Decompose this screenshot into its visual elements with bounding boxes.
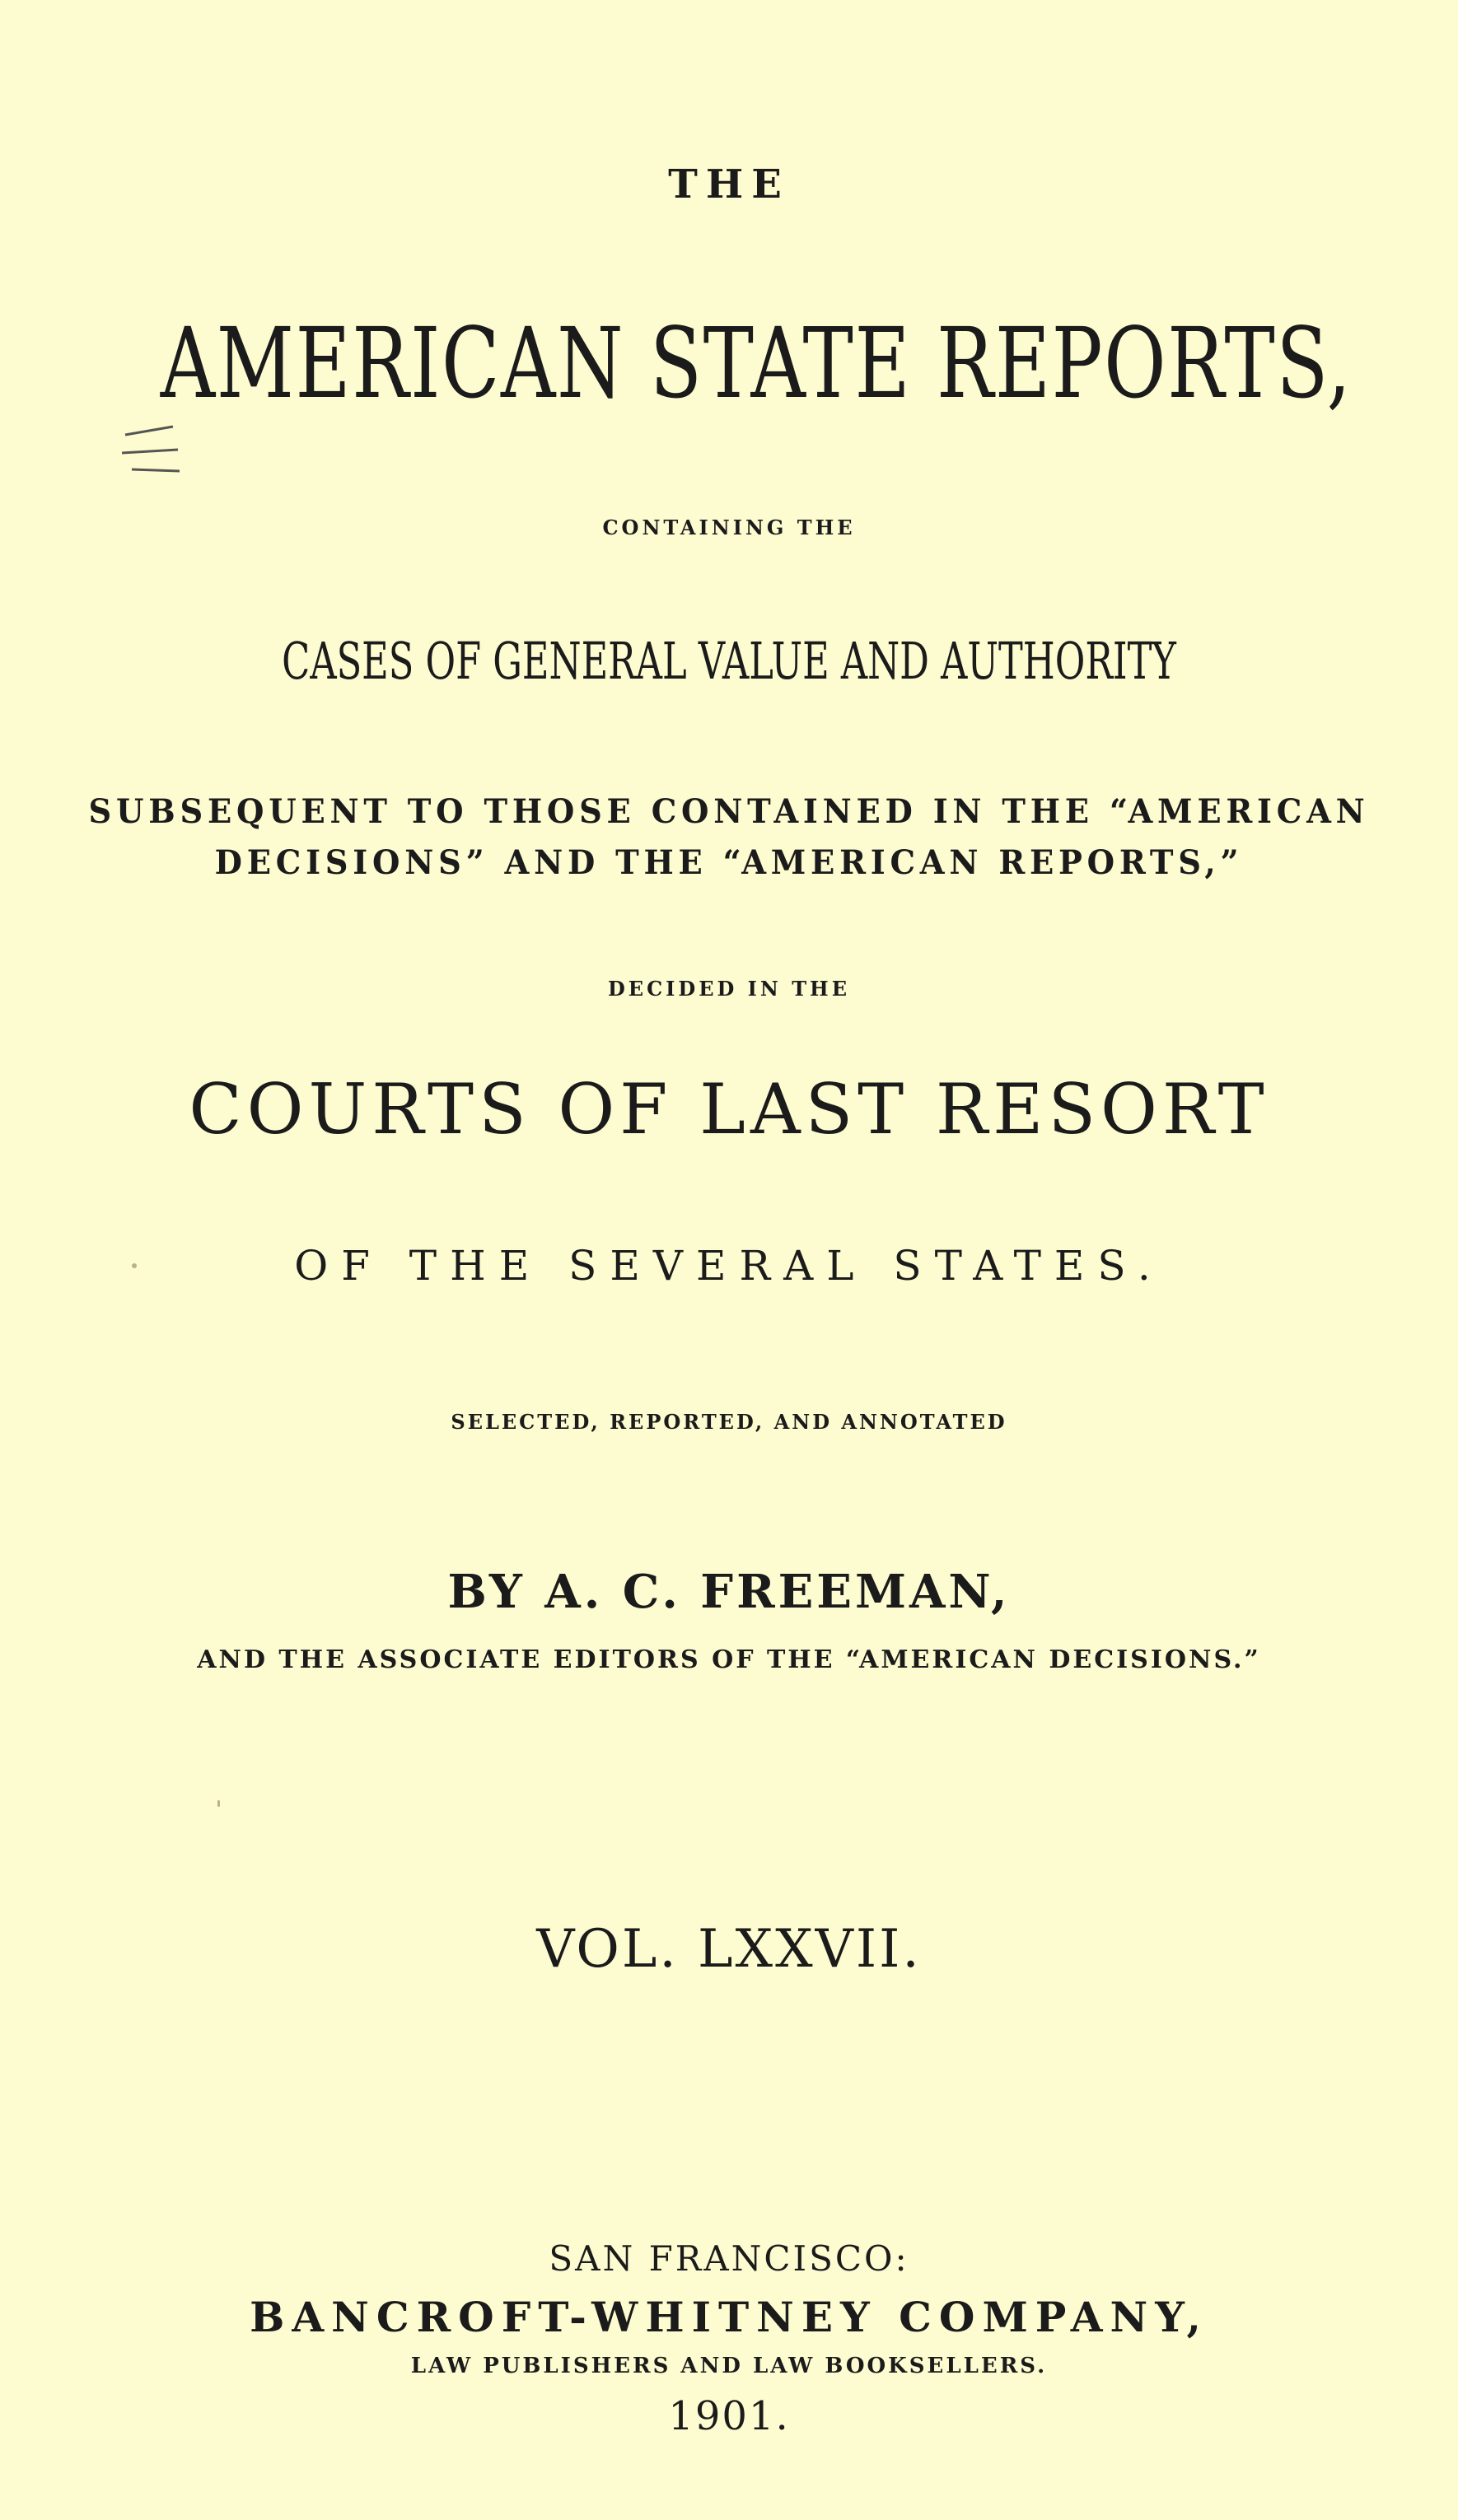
paper-speck bbox=[217, 1800, 220, 1807]
author-line: BY A. C. FREEMAN, bbox=[447, 1565, 1011, 1619]
publication-place: SAN FRANCISCO: bbox=[549, 2238, 909, 2279]
publisher-description: LAW PUBLISHERS AND LAW BOOKSELLERS. bbox=[410, 2354, 1048, 2378]
selected-line: SELECTED, REPORTED, AND ANNOTATED bbox=[451, 1410, 1007, 1434]
subsequent-line-1: SUBSEQUENT TO THOSE CONTAINED IN THE “AMERICAN bbox=[88, 792, 1370, 831]
associate-editors-line: AND THE ASSOCIATE EDITORS OF THE “AMERICAN DECISIONS.” bbox=[197, 1645, 1261, 1674]
main-title: AMERICAN STATE REPORTS, bbox=[160, 306, 1353, 420]
cases-line: CASES OF GENERAL VALUE AND AUTHORITY bbox=[282, 631, 1176, 691]
subsequent-line-2: DECISIONS” AND THE “AMERICAN REPORTS,” bbox=[214, 843, 1244, 882]
several-states-line: OF THE SEVERAL STATES. bbox=[294, 1242, 1164, 1290]
volume-number: VOL. LXXVII. bbox=[536, 1919, 922, 1980]
pencil-mark-icon bbox=[122, 425, 181, 474]
courts-heading: COURTS OF LAST RESORT bbox=[189, 1069, 1269, 1150]
containing-line: CONTAINING THE bbox=[602, 516, 856, 539]
publisher-name: BANCROFT-WHITNEY COMPANY, bbox=[250, 2293, 1208, 2341]
title-the: THE bbox=[668, 161, 790, 208]
publication-year: 1901. bbox=[668, 2393, 790, 2439]
decided-line: DECIDED IN THE bbox=[607, 977, 851, 1001]
